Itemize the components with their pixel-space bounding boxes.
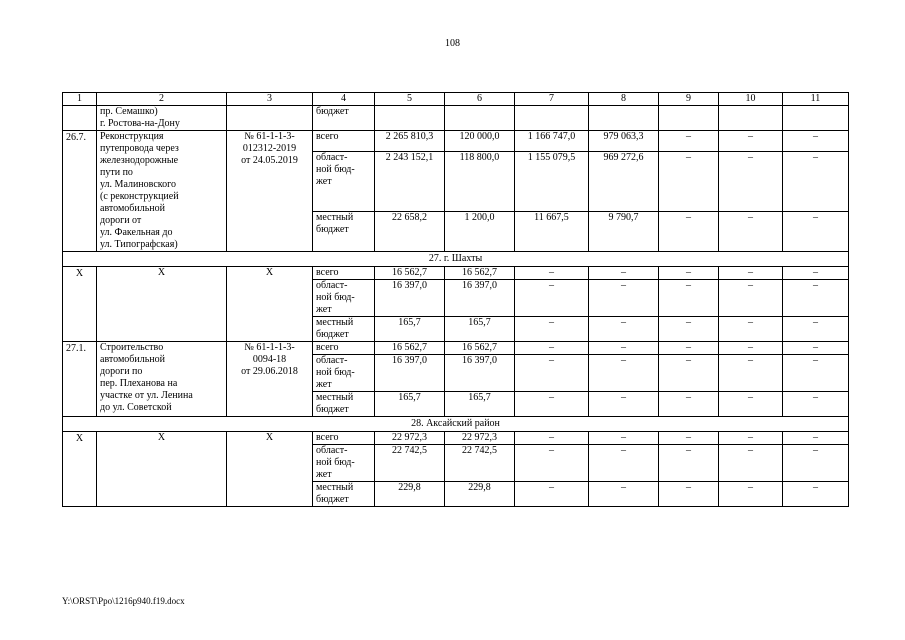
value-cell: –	[783, 211, 849, 251]
value-cell: –	[719, 317, 783, 342]
value-cell: –	[515, 432, 589, 445]
value-cell: 16 397,0	[375, 280, 445, 317]
x-cell: Х	[227, 432, 313, 507]
table-cell	[659, 106, 719, 131]
value-cell: –	[589, 355, 659, 392]
value-cell: 229,8	[445, 482, 515, 507]
section-row	[63, 252, 849, 267]
value-cell: 120 000,0	[445, 131, 515, 152]
column-header: 9	[659, 93, 719, 106]
budget-label-cell: всего	[313, 131, 375, 152]
column-header: 10	[719, 93, 783, 106]
value-cell: –	[783, 392, 849, 417]
value-cell: 165,7	[445, 317, 515, 342]
value-cell: 165,7	[375, 317, 445, 342]
continuation-row	[63, 106, 849, 131]
table-cell	[63, 106, 97, 131]
section-row	[63, 417, 849, 432]
budget-label-cell: област- ной бюд- жет	[313, 355, 375, 392]
value-cell: –	[783, 432, 849, 445]
value-cell: –	[515, 342, 589, 355]
object-name-cell: Реконструкция путепровода через железнодорожные пути по ул. Малиновского (с реконструкцией автомобильной дороги от ул. Факельная до ул. Типографская)	[97, 131, 227, 252]
value-cell: –	[659, 211, 719, 251]
value-cell: –	[589, 280, 659, 317]
value-cell: 16 562,7	[375, 342, 445, 355]
value-cell: –	[515, 317, 589, 342]
table-cell	[589, 106, 659, 131]
value-cell: –	[659, 432, 719, 445]
x-cell: Х	[97, 432, 227, 507]
column-header: 5	[375, 93, 445, 106]
table-row	[63, 342, 849, 355]
column-header: 2	[97, 93, 227, 106]
value-cell: –	[589, 342, 659, 355]
value-cell: 16 562,7	[445, 342, 515, 355]
section-title: 28. Аксайский район	[63, 417, 849, 432]
budget-label-cell: област- ной бюд- жет	[313, 151, 375, 211]
header-row	[63, 93, 849, 106]
value-cell: –	[783, 131, 849, 152]
value-cell: –	[589, 432, 659, 445]
budget-label-cell: всего	[313, 432, 375, 445]
value-cell: –	[659, 280, 719, 317]
table-row	[63, 267, 849, 280]
object-name-cell: пр. Семашко) г. Ростова-на-Дону	[97, 106, 227, 131]
column-header: 3	[227, 93, 313, 106]
value-cell: –	[719, 211, 783, 251]
value-cell: –	[515, 392, 589, 417]
value-cell: 1 155 079,5	[515, 151, 589, 211]
budget-label-cell: всего	[313, 342, 375, 355]
value-cell: –	[783, 280, 849, 317]
column-header: 4	[313, 93, 375, 106]
value-cell: –	[719, 355, 783, 392]
column-header: 11	[783, 93, 849, 106]
value-cell: –	[719, 280, 783, 317]
value-cell: 22 742,5	[445, 445, 515, 482]
value-cell: 969 272,6	[589, 151, 659, 211]
budget-label-cell: бюджет	[313, 106, 375, 131]
value-cell: –	[719, 482, 783, 507]
budget-label-cell: местный бюджет	[313, 317, 375, 342]
value-cell: 9 790,7	[589, 211, 659, 251]
value-cell: –	[719, 445, 783, 482]
value-cell: –	[719, 432, 783, 445]
value-cell: –	[659, 355, 719, 392]
x-cell: Х	[227, 267, 313, 342]
budget-table	[62, 92, 849, 507]
value-cell: 165,7	[375, 392, 445, 417]
item-number: 26.7.	[63, 131, 97, 252]
table-cell	[445, 106, 515, 131]
page-number: 108	[445, 38, 460, 49]
value-cell: 165,7	[445, 392, 515, 417]
value-cell: –	[659, 151, 719, 211]
table-cell	[719, 106, 783, 131]
value-cell: 22 658,2	[375, 211, 445, 251]
x-cell: Х	[63, 267, 97, 342]
section-title: 27. г. Шахты	[63, 252, 849, 267]
value-cell: –	[783, 317, 849, 342]
budget-label-cell: местный бюджет	[313, 482, 375, 507]
value-cell: 22 972,3	[375, 432, 445, 445]
table-cell	[227, 106, 313, 131]
value-cell: –	[515, 267, 589, 280]
value-cell: –	[719, 392, 783, 417]
value-cell: –	[719, 151, 783, 211]
column-header: 8	[589, 93, 659, 106]
table-cell	[783, 106, 849, 131]
value-cell: –	[515, 280, 589, 317]
value-cell: –	[783, 151, 849, 211]
item-number: 27.1.	[63, 342, 97, 417]
value-cell: –	[719, 267, 783, 280]
value-cell: –	[589, 392, 659, 417]
budget-label-cell: област- ной бюд- жет	[313, 280, 375, 317]
value-cell: –	[659, 392, 719, 417]
value-cell: 118 800,0	[445, 151, 515, 211]
table-cell	[515, 106, 589, 131]
value-cell: –	[783, 342, 849, 355]
value-cell: –	[783, 445, 849, 482]
file-path: Y:\ORST\Ppo\1216p940.f19.docx	[62, 596, 185, 606]
value-cell: –	[515, 445, 589, 482]
value-cell: 22 972,3	[445, 432, 515, 445]
value-cell: –	[659, 317, 719, 342]
value-cell: –	[659, 482, 719, 507]
value-cell: 16 397,0	[445, 280, 515, 317]
column-header: 7	[515, 93, 589, 106]
value-cell: 2 265 810,3	[375, 131, 445, 152]
value-cell: –	[659, 342, 719, 355]
value-cell: 16 562,7	[375, 267, 445, 280]
budget-label-cell: всего	[313, 267, 375, 280]
value-cell: –	[659, 131, 719, 152]
document-cell: № 61-1-1-3- 012312-2019 от 24.05.2019	[227, 131, 313, 252]
value-cell: 1 200,0	[445, 211, 515, 251]
value-cell: –	[783, 355, 849, 392]
value-cell: 979 063,3	[589, 131, 659, 152]
budget-label-cell: местный бюджет	[313, 392, 375, 417]
object-name-cell: Строительство автомобильной дороги по пер. Плеханова на участке от ул. Ленина до ул. Советской	[97, 342, 227, 417]
value-cell: –	[589, 445, 659, 482]
table-cell	[375, 106, 445, 131]
x-cell: Х	[97, 267, 227, 342]
value-cell: –	[659, 445, 719, 482]
budget-label-cell: област- ной бюд- жет	[313, 445, 375, 482]
x-cell: Х	[63, 432, 97, 507]
value-cell: –	[783, 482, 849, 507]
value-cell: –	[719, 342, 783, 355]
table-row	[63, 131, 849, 152]
value-cell: 1 166 747,0	[515, 131, 589, 152]
column-header: 6	[445, 93, 515, 106]
value-cell: –	[719, 131, 783, 152]
value-cell: –	[783, 267, 849, 280]
document-cell: № 61-1-1-3- 0094-18 от 29.06.2018	[227, 342, 313, 417]
value-cell: 2 243 152,1	[375, 151, 445, 211]
table-row	[63, 432, 849, 445]
value-cell: 22 742,5	[375, 445, 445, 482]
column-header: 1	[63, 93, 97, 106]
value-cell: 11 667,5	[515, 211, 589, 251]
value-cell: 16 397,0	[375, 355, 445, 392]
value-cell: –	[515, 482, 589, 507]
value-cell: –	[589, 482, 659, 507]
value-cell: 229,8	[375, 482, 445, 507]
value-cell: –	[589, 317, 659, 342]
value-cell: –	[515, 355, 589, 392]
value-cell: –	[659, 267, 719, 280]
value-cell: –	[589, 267, 659, 280]
value-cell: 16 562,7	[445, 267, 515, 280]
value-cell: 16 397,0	[445, 355, 515, 392]
budget-label-cell: местный бюджет	[313, 211, 375, 251]
